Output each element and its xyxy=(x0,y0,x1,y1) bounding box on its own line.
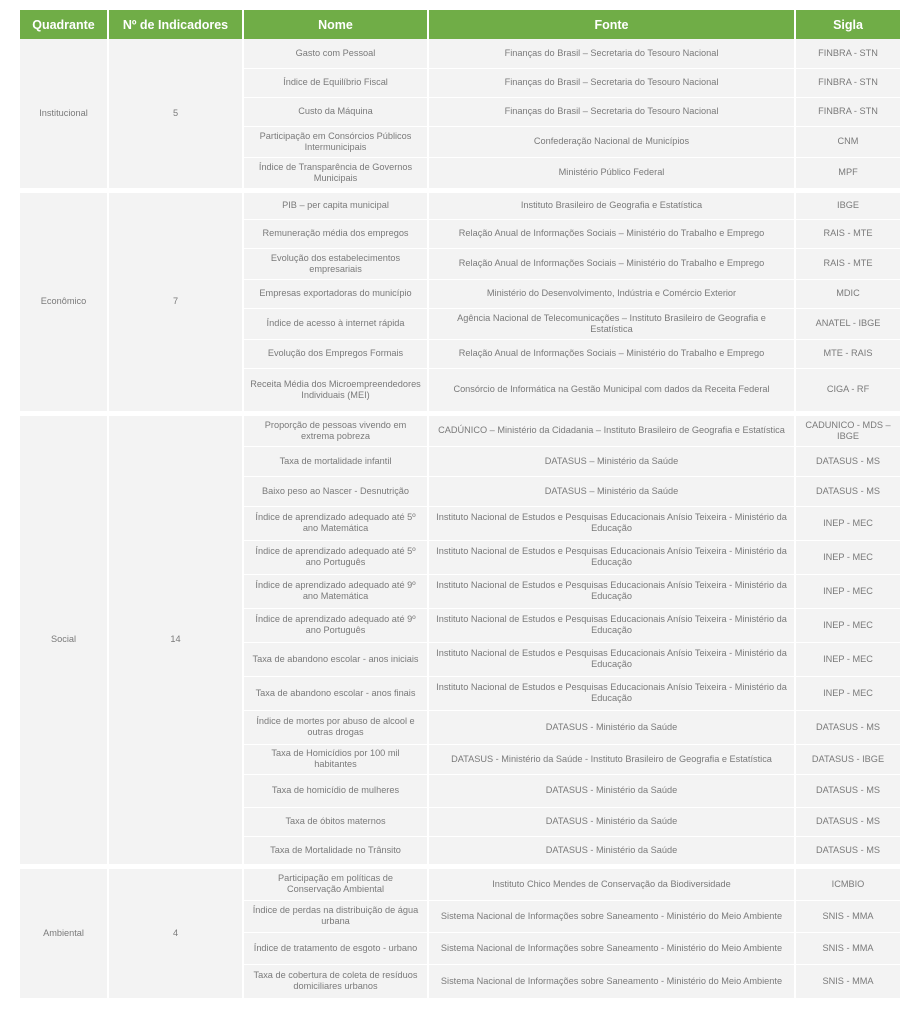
sigla-cell: DATASUS - MS xyxy=(795,476,900,506)
indicator-count-cell: 14 xyxy=(108,413,243,866)
fonte-cell: DATASUS – Ministério da Saúde xyxy=(428,446,795,476)
nome-cell: Participação em políticas de Conservação Ambiental xyxy=(243,866,428,900)
nome-cell: Índice de mortes por abuso de alcool e outras drogas xyxy=(243,710,428,744)
indicator-count-cell: 5 xyxy=(108,39,243,190)
nome-cell: Taxa de óbitos maternos xyxy=(243,807,428,836)
sigla-cell: INEP - MEC xyxy=(795,506,900,540)
nome-cell: Índice de tratamento de esgoto - urbano xyxy=(243,932,428,964)
fonte-cell: Instituto Nacional de Estudos e Pesquisas Educacionais Anísio Teixeira - Ministério da Educação xyxy=(428,540,795,574)
sigla-cell: CADUNICO - MDS – IBGE xyxy=(795,413,900,446)
quadrante-cell: Econômico xyxy=(20,190,108,413)
fonte-cell: Consórcio de Informática na Gestão Municipal com dados da Receita Federal xyxy=(428,368,795,413)
sigla-cell: SNIS - MMA xyxy=(795,964,900,998)
sigla-cell: FINBRA - STN xyxy=(795,68,900,97)
sigla-cell: CNM xyxy=(795,126,900,157)
fonte-cell: Instituto Nacional de Estudos e Pesquisas Educacionais Anísio Teixeira - Ministério da Educação xyxy=(428,574,795,608)
fonte-cell: Ministério Público Federal xyxy=(428,157,795,190)
sigla-cell: MDIC xyxy=(795,279,900,308)
quadrante-cell: Ambiental xyxy=(20,866,108,998)
fonte-cell: DATASUS – Ministério da Saúde xyxy=(428,476,795,506)
fonte-cell: DATASUS - Ministério da Saúde xyxy=(428,836,795,866)
nome-cell: Taxa de mortalidade infantil xyxy=(243,446,428,476)
header-row xyxy=(20,10,900,39)
header-quadrante: Quadrante xyxy=(20,10,108,39)
sigla-cell: DATASUS - MS xyxy=(795,807,900,836)
sigla-cell: INEP - MEC xyxy=(795,676,900,710)
fonte-cell: Relação Anual de Informações Sociais – Ministério do Trabalho e Emprego xyxy=(428,339,795,368)
fonte-cell: Finanças do Brasil – Secretaria do Tesouro Nacional xyxy=(428,97,795,126)
nome-cell: Índice de Transparência de Governos Municipais xyxy=(243,157,428,190)
quadrante-cell: Institucional xyxy=(20,39,108,190)
nome-cell: PIB – per capita municipal xyxy=(243,190,428,219)
header-sigla: Sigla xyxy=(795,10,900,39)
sigla-cell: ANATEL - IBGE xyxy=(795,308,900,339)
nome-cell: Taxa de homicídio de mulheres xyxy=(243,774,428,807)
sigla-cell: DATASUS - IBGE xyxy=(795,744,900,774)
fonte-cell: DATASUS - Ministério da Saúde xyxy=(428,710,795,744)
sigla-cell: DATASUS - MS xyxy=(795,710,900,744)
fonte-cell: DATASUS - Ministério da Saúde - Instituto Brasileiro de Geografia e Estatística xyxy=(428,744,795,774)
fonte-cell: Instituto Brasileiro de Geografia e Estatística xyxy=(428,190,795,219)
fonte-cell: Relação Anual de Informações Sociais – Ministério do Trabalho e Emprego xyxy=(428,219,795,248)
sigla-cell: DATASUS - MS xyxy=(795,836,900,866)
sigla-cell: INEP - MEC xyxy=(795,642,900,676)
header-nome: Nome xyxy=(243,10,428,39)
fonte-cell: CADÚNICO – Ministério da Cidadania – Instituto Brasileiro de Geografia e Estatística xyxy=(428,413,795,446)
fonte-cell: Relação Anual de Informações Sociais – Ministério do Trabalho e Emprego xyxy=(428,248,795,279)
nome-cell: Índice de acesso à internet rápida xyxy=(243,308,428,339)
table-row xyxy=(20,190,900,219)
fonte-cell: DATASUS - Ministério da Saúde xyxy=(428,807,795,836)
fonte-cell: Finanças do Brasil – Secretaria do Tesouro Nacional xyxy=(428,68,795,97)
indicator-count-cell: 4 xyxy=(108,866,243,998)
sigla-cell: DATASUS - MS xyxy=(795,446,900,476)
nome-cell: Empresas exportadoras do município xyxy=(243,279,428,308)
nome-cell: Taxa de abandono escolar - anos finais xyxy=(243,676,428,710)
sigla-cell: RAIS - MTE xyxy=(795,219,900,248)
fonte-cell: Instituto Nacional de Estudos e Pesquisas Educacionais Anísio Teixeira - Ministério da Educação xyxy=(428,608,795,642)
sigla-cell: MTE - RAIS xyxy=(795,339,900,368)
fonte-cell: Instituto Nacional de Estudos e Pesquisas Educacionais Anísio Teixeira - Ministério da Educação xyxy=(428,506,795,540)
nome-cell: Evolução dos Empregos Formais xyxy=(243,339,428,368)
fonte-cell: Instituto Nacional de Estudos e Pesquisas Educacionais Anísio Teixeira - Ministério da Educação xyxy=(428,676,795,710)
sigla-cell: MPF xyxy=(795,157,900,190)
sigla-cell: DATASUS - MS xyxy=(795,774,900,807)
nome-cell: Gasto com Pessoal xyxy=(243,39,428,68)
nome-cell: Evolução dos estabelecimentos empresariais xyxy=(243,248,428,279)
fonte-cell: Sistema Nacional de Informações sobre Saneamento - Ministério do Meio Ambiente xyxy=(428,964,795,998)
table-row xyxy=(20,413,900,446)
header-num-indicadores: Nº de Indicadores xyxy=(108,10,243,39)
nome-cell: Proporção de pessoas vivendo em extrema pobreza xyxy=(243,413,428,446)
table-row xyxy=(20,39,900,68)
fonte-cell: Finanças do Brasil – Secretaria do Tesouro Nacional xyxy=(428,39,795,68)
sigla-cell: FINBRA - STN xyxy=(795,97,900,126)
nome-cell: Custo da Máquina xyxy=(243,97,428,126)
table-row xyxy=(20,866,900,900)
nome-cell: Participação em Consórcios Públicos Intermunicipais xyxy=(243,126,428,157)
fonte-cell: Sistema Nacional de Informações sobre Saneamento - Ministério do Meio Ambiente xyxy=(428,900,795,932)
nome-cell: Taxa de Mortalidade no Trânsito xyxy=(243,836,428,866)
nome-cell: Baixo peso ao Nascer - Desnutrição xyxy=(243,476,428,506)
header-fonte: Fonte xyxy=(428,10,795,39)
sigla-cell: SNIS - MMA xyxy=(795,932,900,964)
nome-cell: Índice de aprendizado adequado até 9º ano Português xyxy=(243,608,428,642)
fonte-cell: Instituto Chico Mendes de Conservação da Biodiversidade xyxy=(428,866,795,900)
sigla-cell: INEP - MEC xyxy=(795,608,900,642)
table-body xyxy=(20,39,900,998)
fonte-cell: DATASUS - Ministério da Saúde xyxy=(428,774,795,807)
sigla-cell: FINBRA - STN xyxy=(795,39,900,68)
nome-cell: Taxa de cobertura de coleta de resíduos domiciliares urbanos xyxy=(243,964,428,998)
sigla-cell: IBGE xyxy=(795,190,900,219)
sigla-cell: CIGA - RF xyxy=(795,368,900,413)
nome-cell: Receita Média dos Microempreendedores Individuais (MEI) xyxy=(243,368,428,413)
sigla-cell: ICMBIO xyxy=(795,866,900,900)
fonte-cell: Agência Nacional de Telecomunicações – Instituto Brasileiro de Geografia e Estatística xyxy=(428,308,795,339)
sigla-cell: INEP - MEC xyxy=(795,574,900,608)
sigla-cell: INEP - MEC xyxy=(795,540,900,574)
indicator-count-cell: 7 xyxy=(108,190,243,413)
nome-cell: Índice de aprendizado adequado até 9º ano Matemática xyxy=(243,574,428,608)
sigla-cell: SNIS - MMA xyxy=(795,900,900,932)
nome-cell: Índice de Equilíbrio Fiscal xyxy=(243,68,428,97)
nome-cell: Índice de aprendizado adequado até 5º ano Matemática xyxy=(243,506,428,540)
fonte-cell: Confederação Nacional de Municípios xyxy=(428,126,795,157)
nome-cell: Índice de aprendizado adequado até 5º ano Português xyxy=(243,540,428,574)
nome-cell: Taxa de abandono escolar - anos iniciais xyxy=(243,642,428,676)
quadrante-cell: Social xyxy=(20,413,108,866)
sigla-cell: RAIS - MTE xyxy=(795,248,900,279)
fonte-cell: Sistema Nacional de Informações sobre Saneamento - Ministério do Meio Ambiente xyxy=(428,932,795,964)
fonte-cell: Instituto Nacional de Estudos e Pesquisas Educacionais Anísio Teixeira - Ministério da Educação xyxy=(428,642,795,676)
nome-cell: Índice de perdas na distribuição de água urbana xyxy=(243,900,428,932)
fonte-cell: Ministério do Desenvolvimento, Indústria e Comércio Exterior xyxy=(428,279,795,308)
indicators-table xyxy=(20,10,900,998)
nome-cell: Remuneração média dos empregos xyxy=(243,219,428,248)
nome-cell: Taxa de Homicídios por 100 mil habitantes xyxy=(243,744,428,774)
